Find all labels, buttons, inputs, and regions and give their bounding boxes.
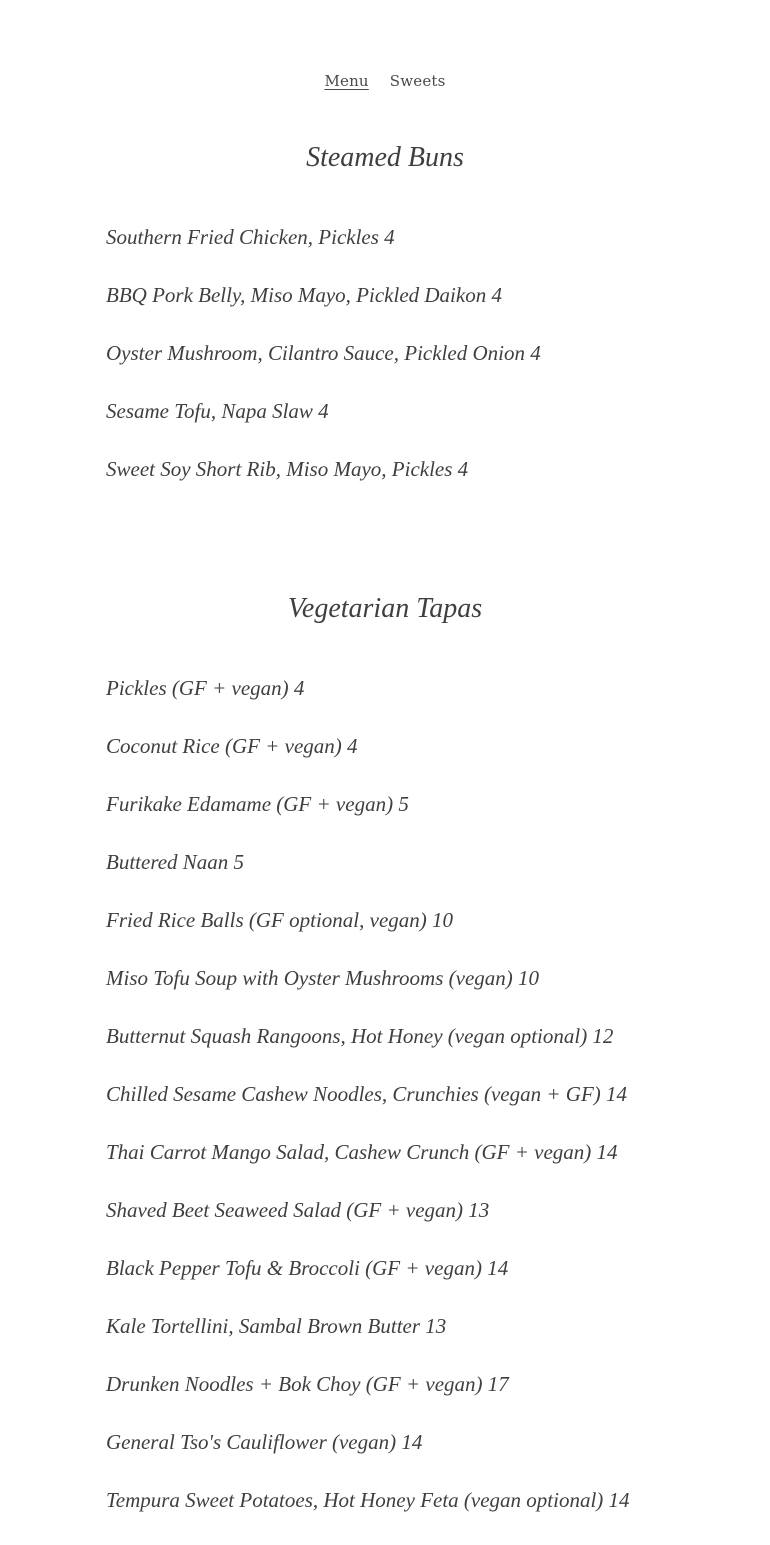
menu-item: Drunken Noodles + Bok Choy (GF + vegan) 17 bbox=[106, 1372, 509, 1396]
menu-item: General Tso's Cauliflower (vegan) 14 bbox=[106, 1430, 423, 1454]
menu-item: Furikake Edamame (GF + vegan) 5 bbox=[106, 792, 409, 816]
nav-link-menu[interactable]: Menu bbox=[324, 72, 369, 90]
menu-item: Coconut Rice (GF + vegan) 4 bbox=[106, 734, 358, 758]
menu-item: Miso Tofu Soup with Oyster Mushrooms (vegan) 10 bbox=[106, 966, 540, 990]
steamed-buns-list bbox=[106, 224, 726, 514]
menu-item: Buttered Naan 5 bbox=[106, 850, 245, 874]
menu-item: Pickles (GF + vegan) 4 bbox=[106, 676, 305, 700]
menu-item: Thai Carrot Mango Salad, Cashew Crunch (GF + vegan) 14 bbox=[106, 1140, 618, 1164]
top-nav bbox=[0, 72, 770, 90]
menu-item: Sesame Tofu, Napa Slaw 4 bbox=[106, 399, 329, 423]
menu-item: Black Pepper Tofu & Broccoli (GF + vegan) 14 bbox=[106, 1256, 509, 1280]
nav-link-sweets[interactable]: Sweets bbox=[389, 72, 446, 90]
section-title-steamed-buns: Steamed Buns bbox=[306, 142, 464, 173]
section-title-vegetarian-tapas: Vegetarian Tapas bbox=[287, 593, 483, 624]
menu-item: Oyster Mushroom, Cilantro Sauce, Pickled Onion 4 bbox=[106, 341, 541, 365]
menu-item: Tempura Sweet Potatoes, Hot Honey Feta (vegan optional) 14 bbox=[106, 1488, 630, 1512]
menu-item: Shaved Beet Seaweed Salad (GF + vegan) 13 bbox=[106, 1198, 490, 1222]
menu-item: Sweet Soy Short Rib, Miso Mayo, Pickles 4 bbox=[106, 457, 469, 481]
menu-item: Southern Fried Chicken, Pickles 4 bbox=[106, 225, 395, 249]
menu-item: Chilled Sesame Cashew Noodles, Crunchies (vegan + GF) 14 bbox=[106, 1082, 628, 1106]
vegetarian-tapas-list bbox=[106, 675, 726, 1545]
menu-item: BBQ Pork Belly, Miso Mayo, Pickled Daikon 4 bbox=[106, 283, 502, 307]
menu-item: Butternut Squash Rangoons, Hot Honey (vegan optional) 12 bbox=[106, 1024, 614, 1048]
menu-item: Kale Tortellini, Sambal Brown Butter 13 bbox=[106, 1314, 447, 1338]
menu-item: Fried Rice Balls (GF optional, vegan) 10 bbox=[106, 908, 454, 932]
